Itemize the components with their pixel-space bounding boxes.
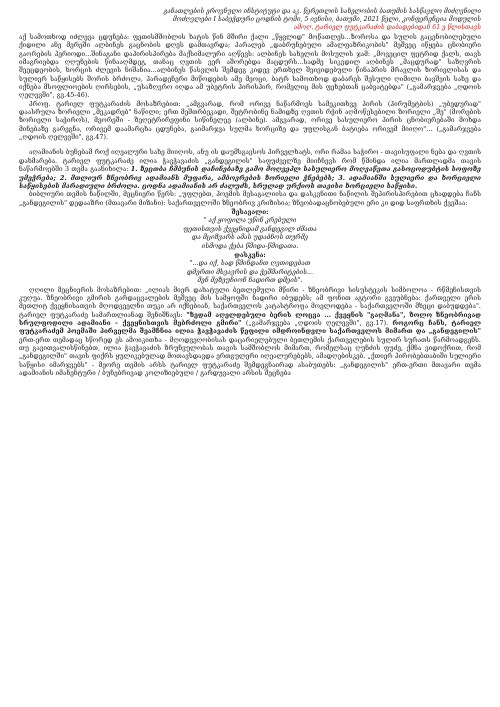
paragraph-5 xyxy=(19,287,481,379)
running-header xyxy=(19,8,481,32)
paragraph-3 xyxy=(19,149,481,191)
paragraph-5-text-b: ერთ-ერთ თემადაც სწორედ ეს ამოიკითხა - მღოდვეღობისას დაცარიელებული ბეთლემის ქართველების სულირ სურათს წარმოადგენს. თუ გავითვალისწინებთ, ილია ჭავჭავაძის ზრუნვულობას თავის სამშობლოს მიმართ, რომელსაც ღუნძის ფუძე, ქმნა ვიდოქრით, რომ „განდეგილში" თავის ფიქრს ყულიკებულად მოთავსდავდა ერთგულერი იღეალურებებს, ამადღებისკებ. „ქთიერ პირობებთაბიში სულიერი საწყისი იმარჯვებს" - მეორე თემის არსს ტარიელ ფუტკარაძე შემდეგნაირად ასაბუთებს: „განდეგილის" ერთ-ერთი მთავარი თემა ადამიანის იმანენტური / ბუნებრივად კოლიზიებული / გარდუვალი არსის შეცნება xyxy=(19,336,481,377)
header-line-2: მოძღვლები I საბეჭდური ცოდნის ტომი, 5 ივნისი, ბათუმი, 2021 წელი, კონფერენცია მოდულის xyxy=(172,16,481,23)
verse-line: "...და იქ, სად წმინდანთ ღვთიდებათ xyxy=(189,260,311,268)
verse-line: ფეთისთვის ქვეყნიდამ განდეგილ ძმათა xyxy=(183,225,317,233)
verse-conclusion xyxy=(19,252,481,286)
paragraph-3-themes: 1. ზეცთბა ჩმბუნის დაჩინებაზე გამო მოღვეპლ სასულიერო მოღვაწეთა გასოცოდუბტის სოფოზე უმეჭრება; 2. მთლიურ ზნეობრივ ადამიანს მუფარა, ამბოვრების ზორიელი ჭნებებს; 3. ადამიანში სულიერი და ხორციელი საწყისების მარადიული ბრძოლა. ცოდნა ადამიანის არ ძალუძს, სრულად ურქიოს თავისი ხორციელი საწყისი. xyxy=(19,166,481,190)
paragraph-5-citation: („გამარჯვება „ღდოის ღელევში", გვ.17). xyxy=(241,319,393,327)
paragraph-4: ბიბლიური თემის ნაწილში, მეცნიერი წერს: „უფლებთ, პოემის მესაგალიისა და დასკვნითი ნაწილის შეპირისპირებით ცხადდება ჩანს „განდეგილის" დედააზრი (მთავარი მიზანი): საქართველოში ზნეობრივ კრიზისია; ზნეობადაცნობებული ერი კი დიდ საფრთხის ქვეშაა: xyxy=(19,191,481,207)
verse-line: მენ მეზეუნიონ ნადირთ დმეის". xyxy=(197,277,303,285)
header-line-1: განათლების ეროვნული ინსტიტუტი და აკ. წერეთლის სახელობის ბათუმის სასწავლო მიძღვნილი xyxy=(163,8,481,15)
paragraph-3-intro: აღამიანის ბუნებამ როქ იღეალური სახე მიიღოს, ანუ ის დაუმსგავსოს პირველხატს, ორი რამაა საჭირო - თავისუფალი ნება და ღვთის დახმარება. ტარიელ ფუტკარაძე ილია ჭავჭავაძის „განდეგილის" საფუძველზე მიიჩნევს რომ წმინდა ილია მართლადმა თავის ნაწარმოებში 3 თემა გაანიხილა: xyxy=(19,149,481,174)
verse-line: და მციზვარს ამას უდაბნოს თურმე xyxy=(192,234,308,242)
verse-line: ისმოდა ქება წმიდა-წმიდათა. xyxy=(201,242,299,250)
paragraph-5-quote: "ზედამ აღელდებული ბერის ლოცვა ... ქვეყნის "გაღმანა", ზოლო ზნეობრივად სრულფოდილი ადამიანი - ქვეყნისთვის მებრძოლი გმირი" xyxy=(19,311,481,327)
verse-conclusion-heading: დასკვნა: xyxy=(234,251,266,259)
verse-line: დმერთი მსვავრის და ჭეშმარიტების... xyxy=(186,268,314,276)
paragraph-2: პროფ. ტარიელ ფუტკარაძის მოსაზრებით: „ამგვარად, რომ ორივე ნაწარმოეს სამეკითხვე პირის (პირუმეტბის) „უბედურად" დაასრულა ზორიელი „მეკადრებ" ნაწილი; ერთ მეშთრბეკადი, შეტრობინე ნამიდზე ღვთის რჭინ აღმოწესებილი ზორიელი „შე" (მორების ზორიელი საჭიროს), მეორეში - ზეღეტრირეფინი სიწინელეე (ალბინე). ამგვარად, ორივე სასულიერო პირის ცნობიერებაში მოხდა მინებაზე გარეგნა, ორივემ დაამარცხა ცდუნება, გაიმარჯვა სულმა ხორციზე და უფლისგან ბატიება ორივემ მიიღო"... („გამარჯვება „ღდოის ღელევში", გვ.47). xyxy=(19,100,481,142)
paragraph-5-text-a: ღღილი მეცნიერის მოსაზრებით: „ილიას მიერ დახატული ბეთლემული მწირი - ზნეობრივი სისუსტეკის სიმბოლოა - რწმენისთვის კუღუა. ზნეობრივი გმირის გარდაცვალების მეშვეც მის სამყოფში ნადირი იბუდებს; ამ ფონით აგტორი გვეუბნება: ქართველი ერის მეთლიტ ქვეყნისათვის მღოდვეელნი თუკი არ იქნებიან, საქართველოს კატასტროფა მოელოდება - საქართველოში მხეცი დაბუდდება". ტარიელ ფუტკარაძე სამართლიანად შენიშნავს: xyxy=(19,286,481,319)
verse-line: " აქ ყოფილა უწინ კრებული xyxy=(203,217,297,225)
document-body xyxy=(19,34,481,378)
verse-intro xyxy=(19,209,481,251)
paragraph-1: აქ სამოთხოდ იძლევა ცდუნება: ფეთისმშობლის ხატის წინ მშირი ქალი „წყვლიდ" მოწათლეს...ზოროსა და სულის გაცენობილებული ქიდილი ანე მერეში ალბინეს გაცნობის დღეს დამთავრდა; პარალებ „დაბრუნებული ამალფაზრიკობის" მეშვეც იწყება ცნობიერი გაორების პერიოდი...შინაგანი დაპირისპირება მაქსიმალური აღწევს: ალბინეს სახელის მოსულის ჯამ: „მოვეცილ ფეტრიდ ქალს, თავს იმაგრიებდა ღღუნების წინააღმდეგ, თანაც ღვთის ვერ აშორებდა მაცდურს...სადმე სიკვდილ აღბინეს „მაცდურად" საზღვრის შეეცდეობის, ხორცის ძლევის ნიშანია...ალბინეს წასვლის შემდეგ კიდევ ერთხელ შეივიდებული წინაპრის მრავლის ზორიელისას და სულიერ საწყისებს შორის ბრძოლა, პარადენერი მიწოდების ამე მეოცი, ბატრ სამოთხოდ დაბარეს შესული ღიმილი ბავშვის სახე და იქნება მსოფლიოების ღირსების, „უსაზღვრო იღდა ამ უბეტრის პირისპირ, რომელიც მის ფეხებთან ცაბვატებდა" („გამარჯვება „ღდოის ღელევში", გვ.45-46). xyxy=(19,34,481,100)
verse-intro-heading: შესავალი: xyxy=(231,208,269,216)
header-line-3: ამოღ. ტარიელ ფუტკარაძის დაბადებიდან 61 ე წლისთავს xyxy=(293,24,481,31)
paragraph-5-emphasis: როგორც ჩანს, ტარიელ ფუტკარაძემ პოემაში პირველმა შეამჩნია ილია ჭავჭავაძის წეფილი იმდროინდელი საქართველოს მიმართ და „განდეგილის" xyxy=(19,319,482,336)
